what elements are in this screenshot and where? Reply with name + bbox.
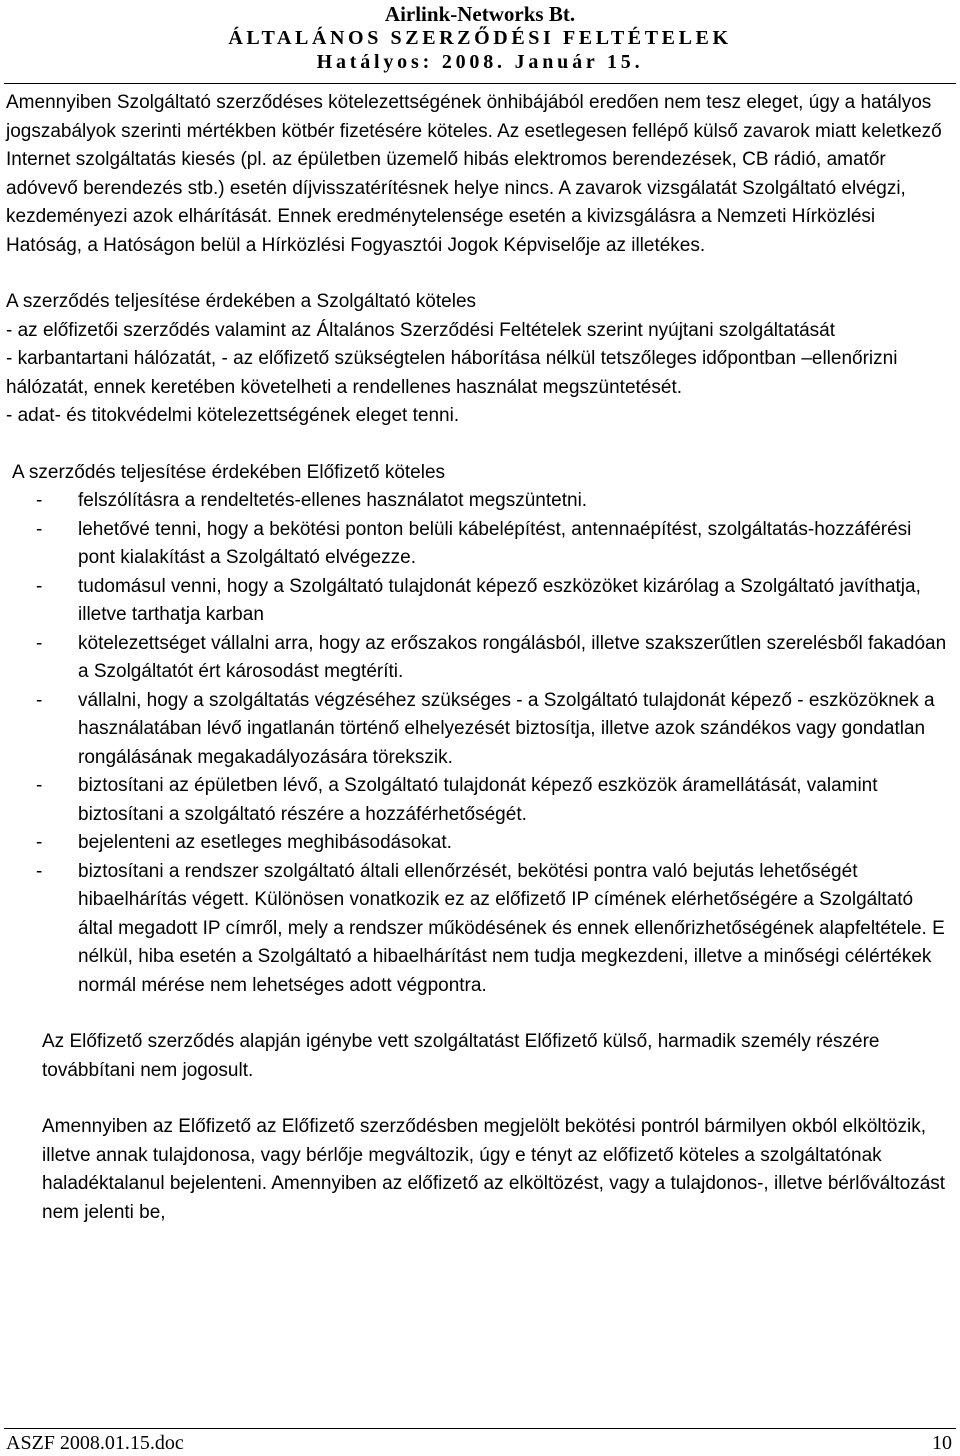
list-item: [6, 772, 952, 829]
effective-date: Hatályos: 2008. Január 15.: [316, 51, 644, 73]
list-item: [6, 829, 952, 858]
list-item: [6, 687, 952, 773]
provider-obligation-item: - az előfizetői szerződés valamint az Általános Szerződési Feltételek szerint nyújtani szolgáltatását: [6, 319, 836, 341]
document-body: [6, 89, 952, 1227]
list-dash: -: [36, 575, 43, 597]
subscriber-obligations-intro: A szerződés teljesítése érdekében Előfizető köteles: [12, 461, 446, 483]
list-item-text: biztosítani a rendszer szolgáltató általi ellenőrzését, bekötési pontra való bejutás lehetőségét hibaelhárítás végett. Különösen vonatkozik ez az előfizető IP címének elérhetőségére a Szolgáltató által megadott IP címről, mely a rendszer működésének és ennek ellenőrizhetőségének alapfeltétele. E nélkül, hiba esetén a Szolgáltató a hibaelhárítást nem tudja megkezdeni, illetve a minőségi célértékek normál mérése nem lehetséges adott végpontra.: [78, 860, 945, 996]
company-name: Airlink-Networks Bt.: [384, 2, 576, 26]
list-item-text: felszólításra a rendeltetés-ellenes használatot megszüntetni.: [78, 490, 588, 511]
list-dash: -: [36, 490, 43, 511]
provider-obligation-item: - adat- és titokvédelmi kötelezettségének eleget tenni.: [6, 405, 460, 426]
list-item-text: tudomásul venni, hogy a Szolgáltató tulajdonát képező eszközöket kizárólag a Szolgáltató javíthatja, illetve tarthatja karban: [78, 575, 921, 625]
provider-obligation-item: - karbantartani hálózatát, - az előfizető szükségtelen háborítása nélkül tetszőleges időpontban –ellenőrizni hálózatát, ennek keretében követelheti a rendellenes használat megszüntetését.: [6, 348, 898, 398]
page-header: [0, 2, 960, 74]
header-rule: [4, 83, 956, 84]
list-item: [6, 487, 952, 516]
footer-rule: [4, 1428, 956, 1429]
list-dash: -: [36, 860, 43, 882]
page-number: 10: [932, 1432, 952, 1454]
list-item: [6, 573, 952, 630]
list-item-text: lehetővé tenni, hogy a bekötési ponton belüli kábelépítést, antennaépítést, szolgáltatás-hozzáférési pont kialakítást a Szolgáltató elvégezze.: [78, 518, 912, 568]
list-item-text: biztosítani az épületben lévő, a Szolgáltató tulajdonát képező eszközök áramellátását, valamint biztosítani a szolgáltató részére a hozzáférhetőségét.: [78, 775, 878, 825]
list-item-text: vállalni, hogy a szolgáltatás végzéséhez szükséges - a Szolgáltató tulajdonát képező - eszközöknek a használatában lévő ingatlanán történő elhelyezését biztosítja, illetve azok szándékos vagy gondatlan rongálásának megakadályozására törekszik.: [78, 689, 935, 768]
paragraph-gap: [6, 431, 952, 459]
paragraph-liability: Amennyiben Szolgáltató szerződéses kötelezettségének önhibájából eredően nem tesz eleget, úgy a hatályos jogszabályok szerinti mértékben kötbér fizetésére köteles. Az esetlegesen fellépő külső zavarok miatt keletkező Internet szolgáltatás kiesés (pl. az épületben üzemelő hibás elektromos berendezések, CB rádió, amatőr adóvevő berendezés stb.) esetén díjvisszatérítésnek helye nincs. A zavarok vizsgálatát Szolgáltató elvégzi, kezdeményezi azok elhárítását. Ennek eredménytelensége esetén a kivizsgálásra a Nemzeti Hírközlési Hatóság, a Hatóságon belül a Hírközlési Fogyasztói Jogok Képviselője az illetékes.: [6, 92, 942, 256]
paragraph-moving: Amennyiben az Előfizető az Előfizető szerződésben megjelölt bekötési pontról bármilyen okból elköltözik, illetve annak tulajdonosa, vagy bérlője megváltozik, úgy e tényt az előfizető köteles a szolgáltatónak haladéktalanul bejelenteni. Amennyiben az előfizető az elköltözést, vagy a tulajdonos-, illetve bérlőváltozást nem jelenti be,: [42, 1116, 946, 1223]
list-dash: -: [36, 518, 43, 540]
paragraph-gap: [6, 260, 952, 288]
list-dash: -: [36, 775, 43, 796]
list-item-text: kötelezettséget vállalni arra, hogy az erőszakos rongálásból, illetve szakszerűtlen szerelésből fakadóan a Szolgáltatót ért károsodást megtéríti.: [78, 632, 947, 682]
subscriber-obligations-list: [6, 487, 952, 1000]
paragraph-gap: [6, 1085, 952, 1113]
list-item: [6, 858, 952, 1001]
footer-filename: ASZF 2008.01.15.doc: [6, 1432, 184, 1454]
list-dash: -: [36, 832, 43, 853]
paragraph-gap: [6, 1000, 952, 1028]
list-dash: -: [36, 632, 43, 654]
paragraph-transfer: Az Előfizető szerződés alapján igénybe vett szolgáltatást Előfizető külső, harmadik személy részére továbbítani nem jogosult.: [42, 1031, 880, 1081]
provider-obligations-intro: A szerződés teljesítése érdekében a Szolgáltató köteles: [6, 291, 477, 312]
list-item: [6, 630, 952, 687]
list-item-text: bejelenteni az esetleges meghibásodásokat.: [78, 832, 452, 853]
list-item: [6, 516, 952, 573]
document-title: ÁLTALÁNOS SZERZŐDÉSI FELTÉTELEK: [228, 27, 732, 49]
list-dash: -: [36, 689, 43, 711]
